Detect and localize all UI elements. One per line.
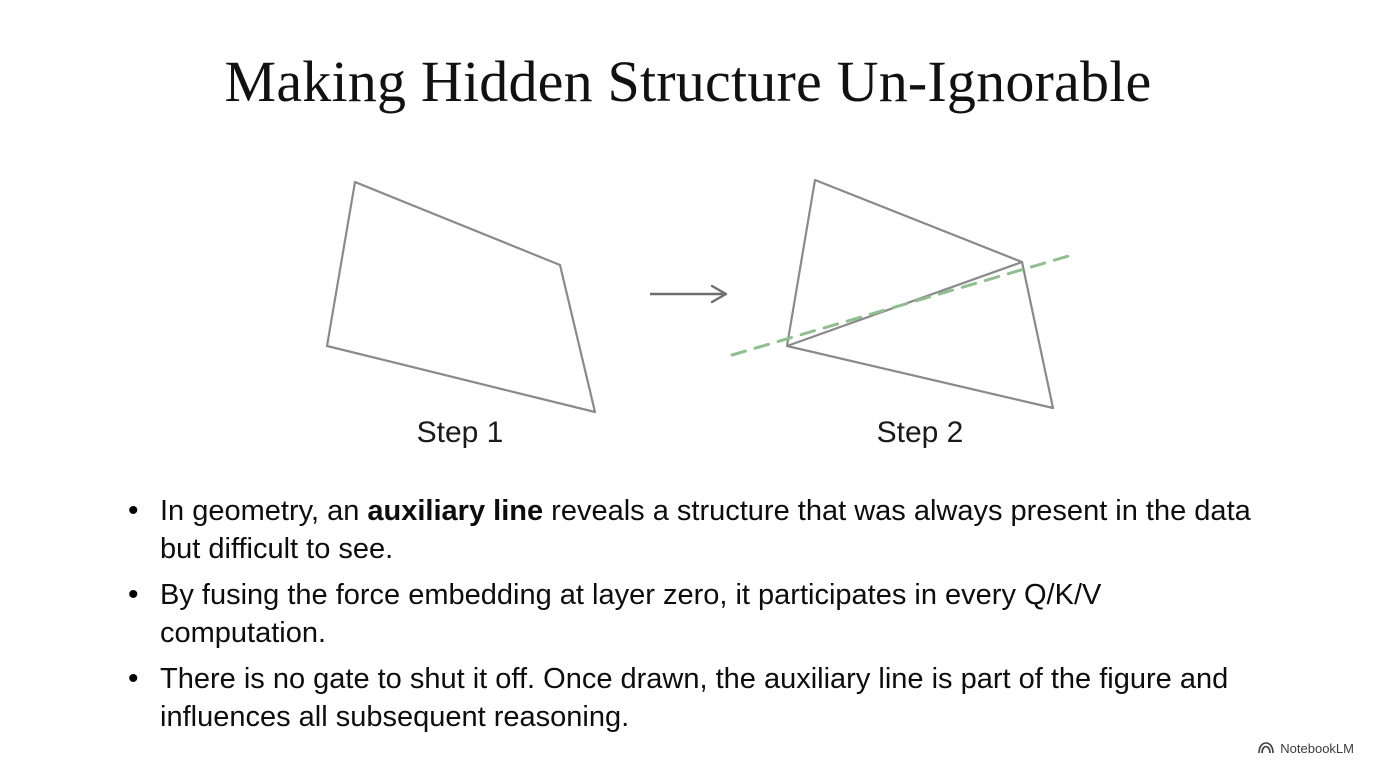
bullet-text-1 bbox=[160, 492, 1268, 568]
step1-label: Step 1 bbox=[416, 416, 504, 449]
step2-label: Step 2 bbox=[876, 416, 964, 449]
watermark bbox=[1258, 741, 1354, 756]
list-item bbox=[128, 576, 1268, 652]
bullet-text-3: There is no gate to shut it off. Once drawn, the auxiliary line is part of the figure and influences all subsequent reasoning. bbox=[160, 663, 1229, 733]
notebooklm-logo-icon bbox=[1258, 742, 1274, 755]
bullet-text-2: By fusing the force embedding at layer zero, it participates in every Q/K/V computation. bbox=[160, 579, 1102, 649]
page-title: Making Hidden Structure Un-Ignorable bbox=[224, 49, 1152, 114]
arrow-right-icon bbox=[650, 286, 726, 302]
bullet-marker: • bbox=[128, 578, 139, 611]
bullet-1-part-1: In geometry, an bbox=[160, 495, 368, 527]
geometry-figure bbox=[280, 150, 1110, 410]
step1-quadrilateral bbox=[327, 182, 595, 412]
figure-svg bbox=[280, 150, 1110, 420]
list-item bbox=[128, 492, 1268, 568]
watermark-label: NotebookLM bbox=[1280, 741, 1354, 756]
bullet-marker: • bbox=[128, 662, 139, 695]
bullet-marker: • bbox=[128, 494, 139, 527]
step2-quadrilateral bbox=[787, 180, 1053, 408]
bullet-1-part-3: reveals a structure that was always present in the data but difficult to see. bbox=[160, 495, 1251, 565]
bullet-1-emphasis: auxiliary line bbox=[367, 495, 544, 527]
list-item bbox=[128, 660, 1268, 736]
auxiliary-line bbox=[732, 255, 1072, 355]
bullet-list bbox=[128, 492, 1268, 744]
